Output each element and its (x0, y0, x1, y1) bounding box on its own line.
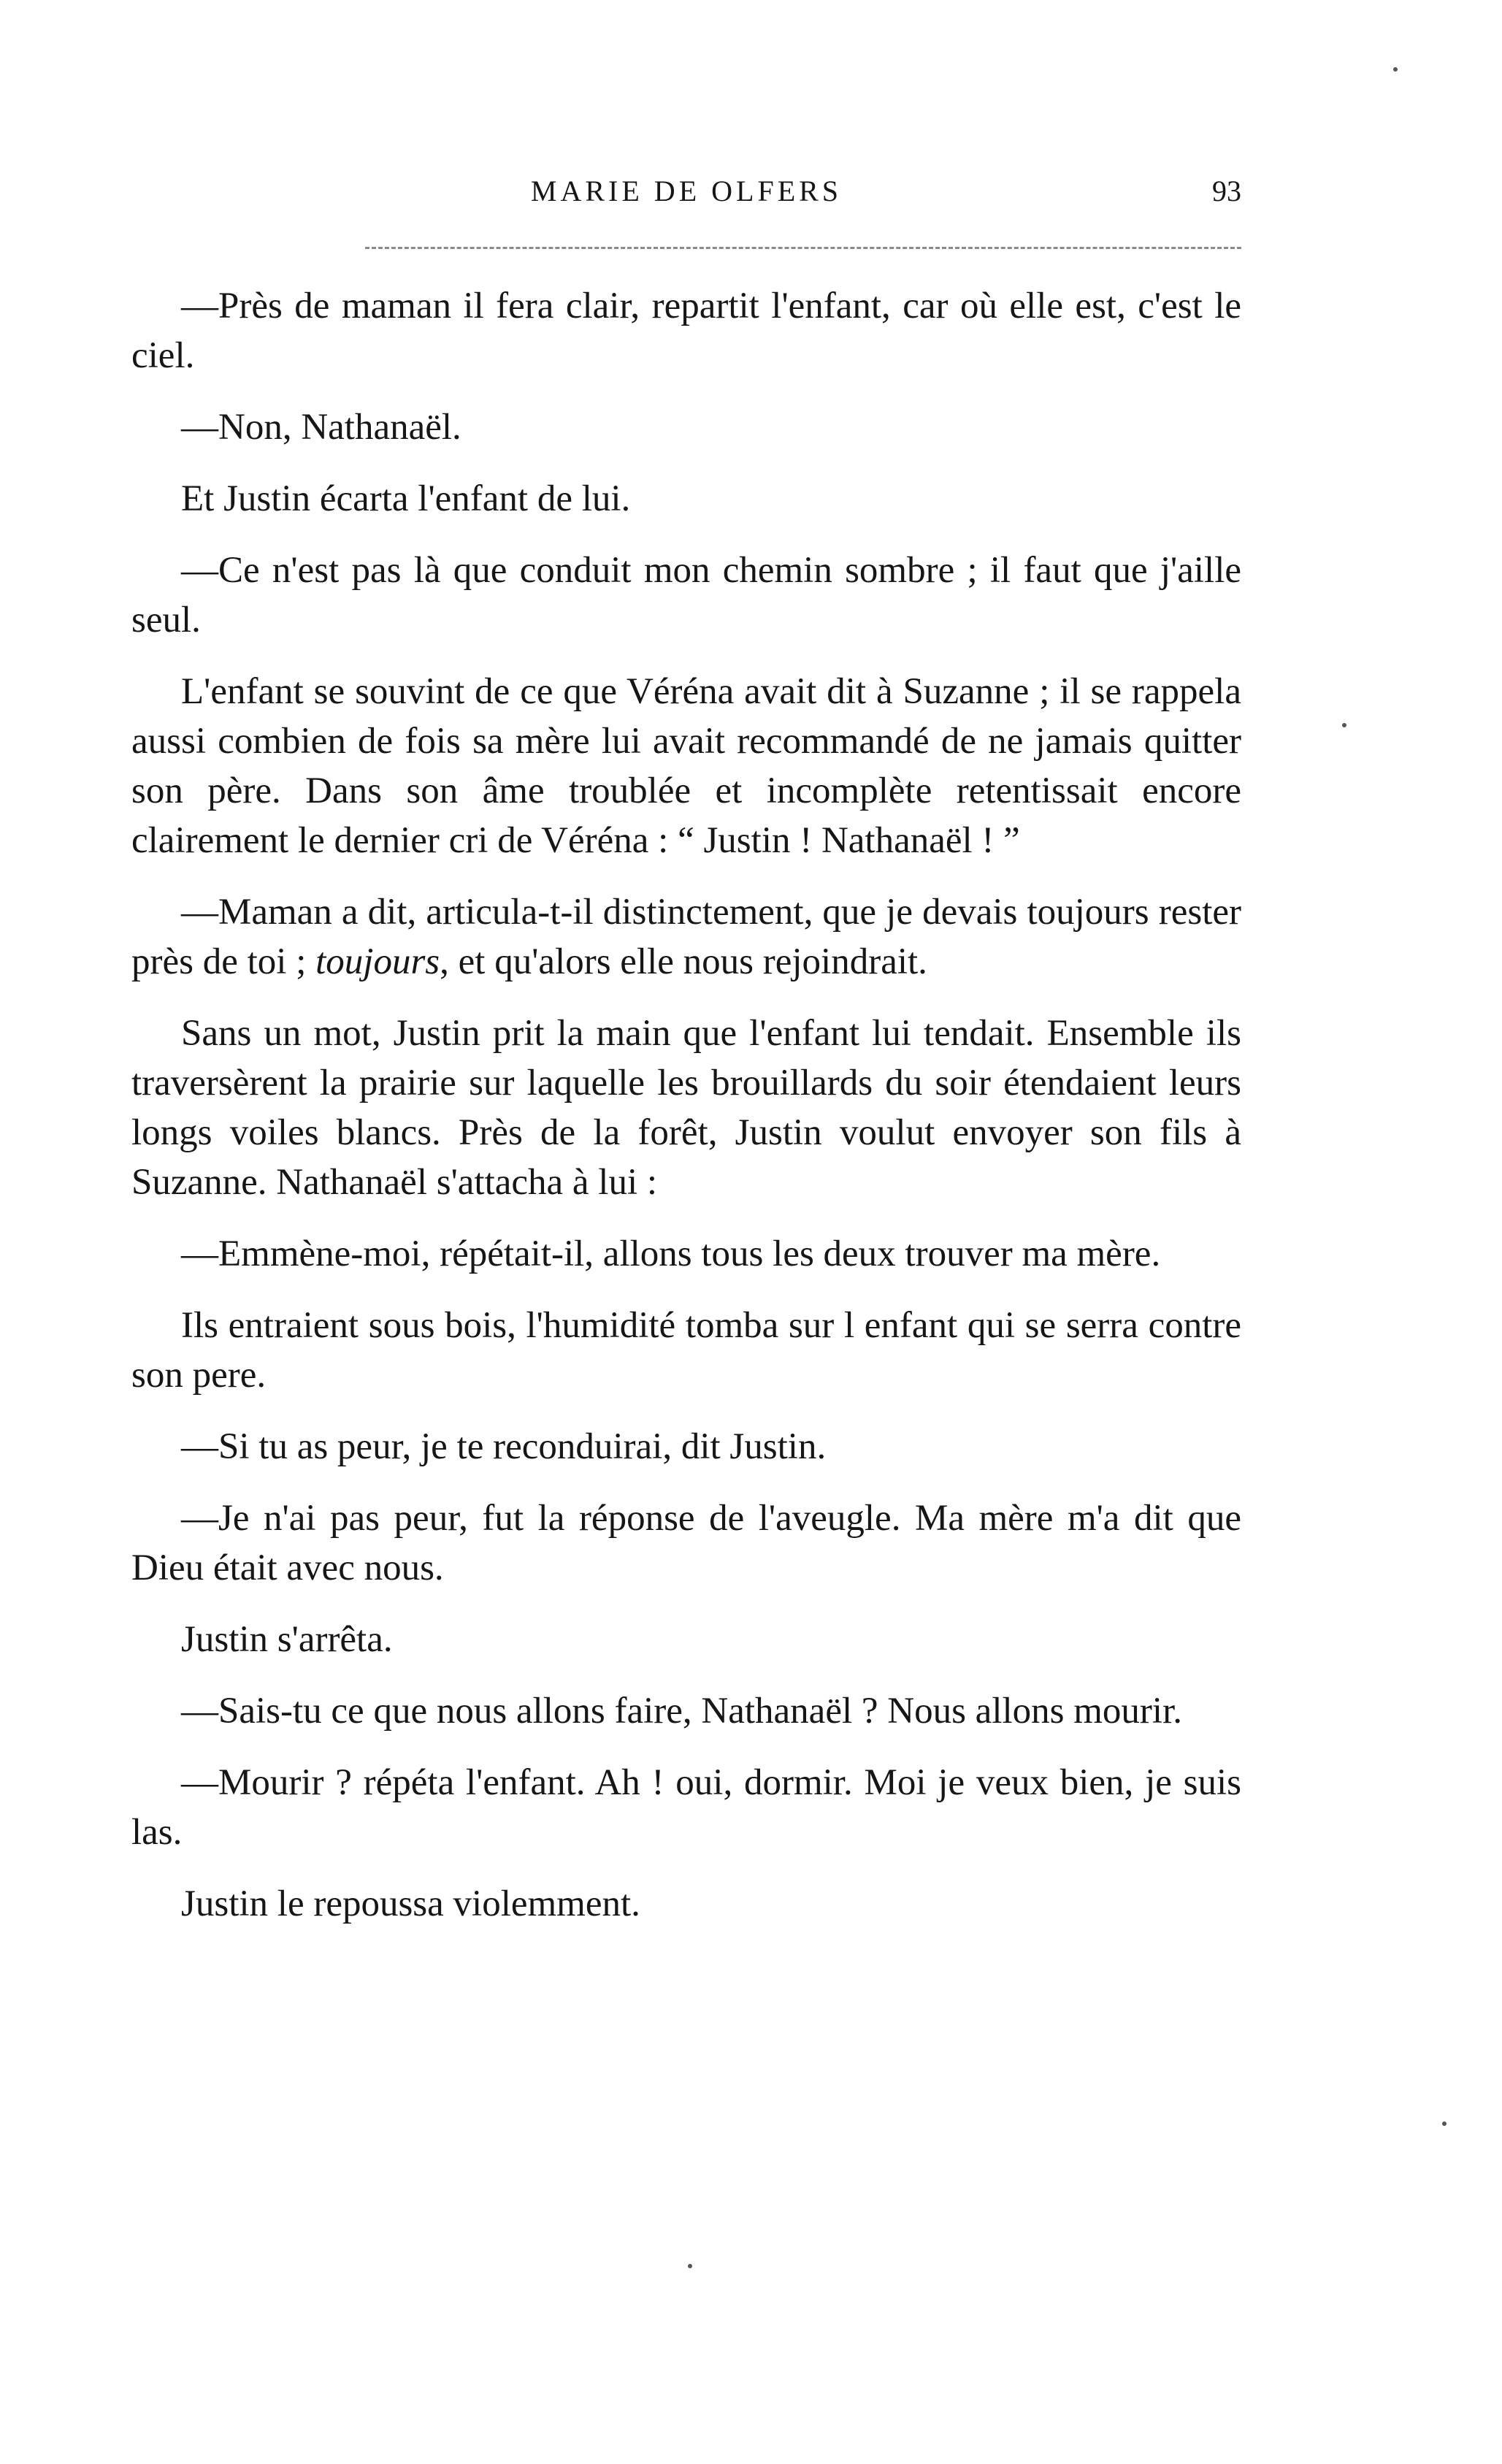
paragraph-text: —Non, Nathanaël. (181, 407, 461, 448)
page-number: 93 (1212, 175, 1241, 207)
paragraph-text: —Je n'ai pas peur, fut la réponse de l'aveugle. Ma mère m'a dit que Dieu était avec nous. (131, 1498, 1241, 1588)
paragraph-text: Justin s'arrêta. (181, 1619, 393, 1660)
paragraph-text: Justin le repoussa violemment. (181, 1883, 640, 1924)
body-text (131, 281, 1241, 1951)
paragraph (131, 1301, 1241, 1400)
paragraph (131, 1493, 1241, 1593)
scan-speck (1442, 2121, 1447, 2126)
paragraph-text: —Sais-tu ce que nous allons faire, Nathanaël ? Nous allons mourir. (181, 1691, 1182, 1732)
header-rule (365, 247, 1241, 249)
paragraph-text: —Si tu as peur, je te reconduirai, dit Justin. (181, 1426, 827, 1467)
paragraph-text: L'enfant se souvint de ce que Véréna avait dit à Suzanne ; il se rappela aussi combien de fois sa mère lui avait recommandé de ne jamais quitter son père. Dans son âme troublée et incomplète retentissait encore clairement le dernier cri de Véréna : “ Justin ! Nathanaël ! ” (131, 671, 1241, 861)
scan-speck (1342, 723, 1346, 727)
paragraph (131, 1615, 1241, 1664)
paragraph-text: , et qu'alors elle nous rejoindrait. (440, 941, 927, 982)
paragraph-text: —Près de maman il fera clair, repartit l'enfant, car où elle est, c'est le ciel. (131, 286, 1241, 376)
paragraph-italic: toujours (315, 941, 440, 982)
paragraph (131, 474, 1241, 524)
paragraph (131, 887, 1241, 987)
paragraph-text: —Mourir ? répéta l'enfant. Ah ! oui, dormir. Moi je veux bien, je suis las. (131, 1762, 1241, 1853)
paragraph-text: —Emmène-moi, répétait-il, allons tous les deux trouver ma mère. (181, 1233, 1161, 1274)
paragraph (131, 1758, 1241, 1857)
scan-speck (1393, 67, 1398, 72)
scan-speck (688, 2264, 692, 2268)
page-header (131, 174, 1241, 218)
paragraph-text: —Ce n'est pas là que conduit mon chemin sombre ; il faut que j'aille seul. (131, 550, 1241, 640)
paragraph (131, 281, 1241, 380)
paragraph-text: —Maman a dit, articula-t-il distinctement, que je devais toujours rester près de toi ; (131, 892, 1241, 982)
paragraph (131, 1686, 1241, 1736)
paragraph (131, 1009, 1241, 1207)
paragraph (131, 1879, 1241, 1929)
paragraph-text: Sans un mot, Justin prit la main que l'enfant lui tendait. Ensemble ils traversèrent la prairie sur laquelle les brouillards du soir étendaient leurs longs voiles blancs. Près de la forêt, Justin voulut envoyer son fils à Suzanne. Nathanaël s'attacha à lui : (131, 1013, 1241, 1203)
paragraph (131, 667, 1241, 865)
paragraph (131, 1229, 1241, 1279)
running-title: MARIE DE OLFERS (530, 175, 843, 207)
paragraph (131, 402, 1241, 452)
paragraph (131, 546, 1241, 645)
paragraph-text: Et Justin écarta l'enfant de lui. (181, 478, 631, 519)
paragraph (131, 1422, 1241, 1472)
paragraph-text: Ils entraient sous bois, l'humidité tomba sur l enfant qui se serra contre son pere. (131, 1305, 1241, 1396)
